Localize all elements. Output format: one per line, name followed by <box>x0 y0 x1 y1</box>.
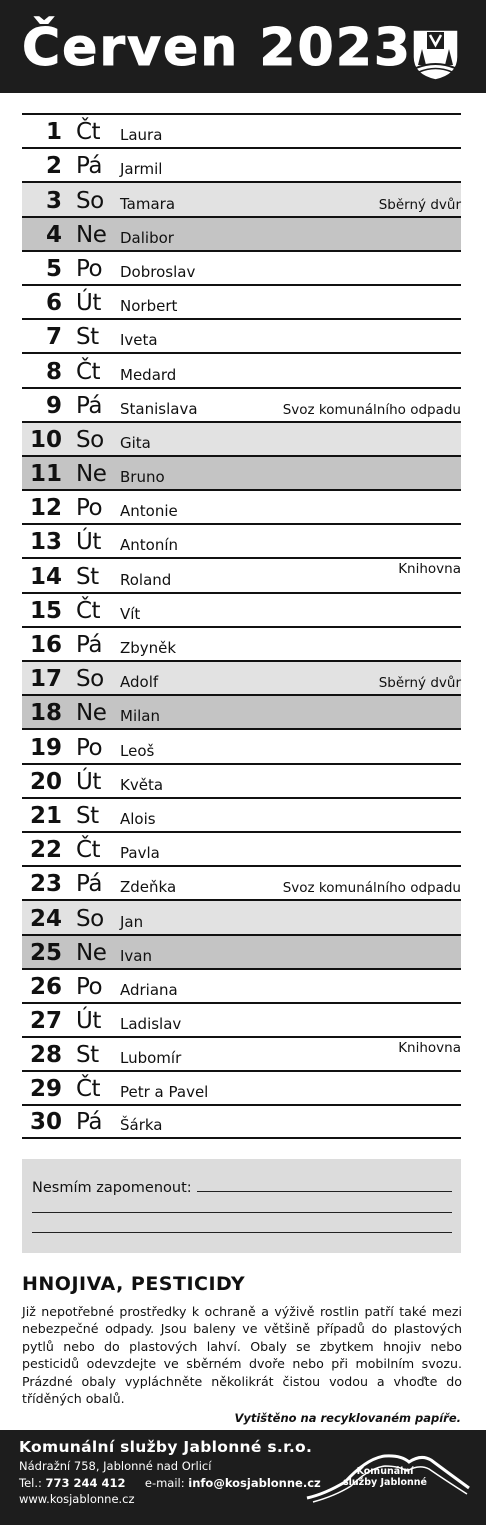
calendar-days <box>22 113 461 1139</box>
name-day: Bruno <box>120 468 165 487</box>
day-number: 26 <box>29 973 62 1000</box>
day-number: 28 <box>29 1042 62 1069</box>
web-link[interactable]: www.kosjablonne.cz <box>19 1492 135 1506</box>
day-abbreviation: Ne <box>76 700 107 727</box>
header-bar <box>0 0 486 93</box>
tel-number[interactable]: 773 244 412 <box>45 1476 126 1490</box>
name-day: Iveta <box>120 331 158 350</box>
day-abbreviation: Čt <box>76 597 101 624</box>
day-row <box>22 489 461 523</box>
info-text: Již nepotřebné prostředky k ochraně a výživě rostlin patří také mezi nebezpečné odpady. Jsou baleny ve většině případů do plastových pytlů nebo do plastových lahví. Obaly se zbytkem hnojiv nebo pesticidů odevzdejte ve sběrném dvoře nebo při mobilním svozu. Prázdné obaly vypláchněte několikrát čistou vodou a vhoďte do tříděných obalů. <box>22 1304 462 1407</box>
logo-line1: Komunální <box>356 1466 414 1477</box>
day-abbreviation: Pá <box>76 632 102 658</box>
day-note: Svoz komunálního odpadu <box>282 880 461 897</box>
day-abbreviation: Pá <box>76 1108 102 1135</box>
day-number: 20 <box>29 768 62 795</box>
day-row <box>22 1036 461 1070</box>
name-day: Antonie <box>120 502 178 521</box>
day-number: 17 <box>29 666 62 693</box>
name-day: Norbert <box>120 297 178 316</box>
day-abbreviation: Čt <box>76 837 101 864</box>
day-abbreviation: Út <box>76 768 101 795</box>
day-abbreviation: Čt <box>76 1076 101 1103</box>
name-day: Adriana <box>120 980 178 999</box>
tel-label: Tel.: <box>19 1476 42 1490</box>
footer-bar <box>0 1430 486 1525</box>
day-number: 19 <box>29 734 62 761</box>
day-number: 12 <box>29 495 62 522</box>
day-row <box>22 147 461 181</box>
day-row <box>22 1002 461 1036</box>
day-abbreviation: St <box>76 802 99 829</box>
day-row <box>22 592 461 626</box>
day-row <box>22 763 461 797</box>
day-number: 29 <box>29 1076 62 1103</box>
day-row <box>22 797 461 831</box>
name-day: Stanislava <box>120 399 198 418</box>
day-abbreviation: Pá <box>76 153 102 180</box>
day-number: 9 <box>45 392 62 419</box>
name-day: Zbyněk <box>120 639 177 657</box>
day-abbreviation: St <box>76 1042 99 1069</box>
day-number: 24 <box>29 905 62 932</box>
memo-line <box>32 1212 452 1213</box>
day-number: 16 <box>29 632 62 658</box>
day-note: Sběrný dvůr <box>378 675 461 692</box>
memo-line <box>32 1232 452 1233</box>
day-row <box>22 899 461 933</box>
name-day: Jarmil <box>120 160 163 179</box>
email-label: e-mail: <box>144 1476 185 1490</box>
day-row <box>22 694 461 728</box>
company-name: Komunální služby Jablonné s.r.o. <box>19 1438 313 1456</box>
logo-line2: služby Jablonné <box>343 1477 428 1488</box>
day-row <box>22 352 461 386</box>
name-day: Jan <box>120 912 144 931</box>
recycled-note: Vytištěno na recyklovaném papíře. <box>234 1411 461 1425</box>
name-day: Květa <box>120 775 164 794</box>
day-row <box>22 934 461 968</box>
name-day: Petr a Pavel <box>120 1083 209 1102</box>
day-number: 11 <box>29 461 62 488</box>
day-abbreviation: Po <box>76 255 103 282</box>
name-day: Medard <box>120 365 177 384</box>
day-number: 1 <box>45 119 62 146</box>
day-number: 30 <box>29 1108 62 1135</box>
day-row <box>22 216 461 250</box>
info-title: HNOJIVA, PESTICIDY <box>22 1273 246 1295</box>
day-row <box>22 728 461 762</box>
day-abbreviation: St <box>76 563 99 590</box>
day-abbreviation: Pá <box>76 871 102 898</box>
day-number: 23 <box>29 871 62 898</box>
day-abbreviation: Čt <box>76 358 101 385</box>
name-day: Leoš <box>120 741 155 760</box>
logo-text <box>343 1466 427 1488</box>
company-address: Nádražní 758, Jablonné nad Orlicí <box>19 1459 212 1473</box>
day-row <box>22 181 461 215</box>
day-number: 4 <box>45 221 62 248</box>
name-day: Adolf <box>120 673 159 692</box>
name-day: Laura <box>120 126 163 145</box>
name-day: Tamara <box>120 194 176 213</box>
name-day: Gita <box>120 433 151 452</box>
day-number: 8 <box>45 358 62 385</box>
name-day: Vít <box>120 604 141 623</box>
memo-box <box>22 1159 461 1253</box>
day-number: 15 <box>29 597 62 624</box>
name-day: Šárka <box>120 1115 163 1134</box>
name-day: Dalibor <box>120 228 174 247</box>
day-abbreviation: Út <box>76 1008 101 1035</box>
name-day: Ladislav <box>120 1015 182 1034</box>
day-number: 10 <box>29 426 62 453</box>
day-row <box>22 1070 461 1104</box>
day-row <box>22 1104 461 1138</box>
name-day: Alois <box>120 809 156 828</box>
day-row <box>22 660 461 694</box>
day-number: 27 <box>29 1008 62 1035</box>
day-abbreviation: Po <box>76 495 103 522</box>
day-number: 3 <box>45 187 62 214</box>
day-row <box>22 557 461 591</box>
day-row <box>22 523 461 557</box>
name-day: Pavla <box>120 844 160 863</box>
day-row <box>22 455 461 489</box>
day-abbreviation: So <box>76 187 104 214</box>
day-abbreviation: Čt <box>76 119 101 146</box>
day-row <box>22 968 461 1002</box>
memo-label: Nesmím zapomenout: <box>32 1180 192 1196</box>
day-row <box>22 284 461 318</box>
day-number: 21 <box>29 802 62 829</box>
day-number: 2 <box>45 153 62 180</box>
day-number: 22 <box>29 837 62 864</box>
day-number: 25 <box>29 939 62 966</box>
day-number: 18 <box>29 700 62 727</box>
name-day: Antonín <box>120 536 179 555</box>
name-day: Dobroslav <box>120 262 196 281</box>
day-row <box>22 250 461 284</box>
day-row <box>22 831 461 865</box>
name-day: Roland <box>120 570 172 589</box>
day-number: 5 <box>45 255 62 282</box>
day-row <box>22 387 461 421</box>
name-day: Zdeňka <box>120 878 177 897</box>
memo-line <box>197 1191 452 1192</box>
day-row <box>22 113 461 147</box>
day-abbreviation: So <box>76 666 104 693</box>
day-abbreviation: Ne <box>76 221 107 248</box>
day-note: Knihovna <box>398 561 461 578</box>
town-crest-icon <box>408 27 463 82</box>
day-number: 7 <box>45 324 62 351</box>
day-number: 6 <box>45 290 62 317</box>
day-note: Knihovna <box>398 1040 461 1057</box>
name-day: Lubomír <box>120 1049 182 1068</box>
day-abbreviation: Ne <box>76 461 107 488</box>
day-row <box>22 626 461 660</box>
day-abbreviation: Po <box>76 734 103 761</box>
name-day: Ivan <box>120 946 152 965</box>
day-number: 14 <box>29 563 62 590</box>
day-row <box>22 865 461 899</box>
company-contacts <box>19 1476 321 1491</box>
day-abbreviation: St <box>76 324 99 351</box>
day-abbreviation: Po <box>76 973 103 1000</box>
day-row <box>22 318 461 352</box>
day-abbreviation: Ne <box>76 939 107 966</box>
email-link[interactable]: info@kosjablonne.cz <box>188 1476 321 1490</box>
day-note: Svoz komunálního odpadu <box>282 401 461 418</box>
day-abbreviation: So <box>76 905 104 932</box>
day-abbreviation: So <box>76 426 104 453</box>
day-abbreviation: Pá <box>76 392 102 419</box>
name-day: Milan <box>120 707 160 726</box>
day-abbreviation: Út <box>76 290 101 317</box>
day-number: 13 <box>29 529 62 556</box>
day-note: Sběrný dvůr <box>378 196 461 213</box>
day-abbreviation: Út <box>76 529 101 556</box>
day-row <box>22 421 461 455</box>
month-title: Červen 2023 <box>22 18 413 78</box>
